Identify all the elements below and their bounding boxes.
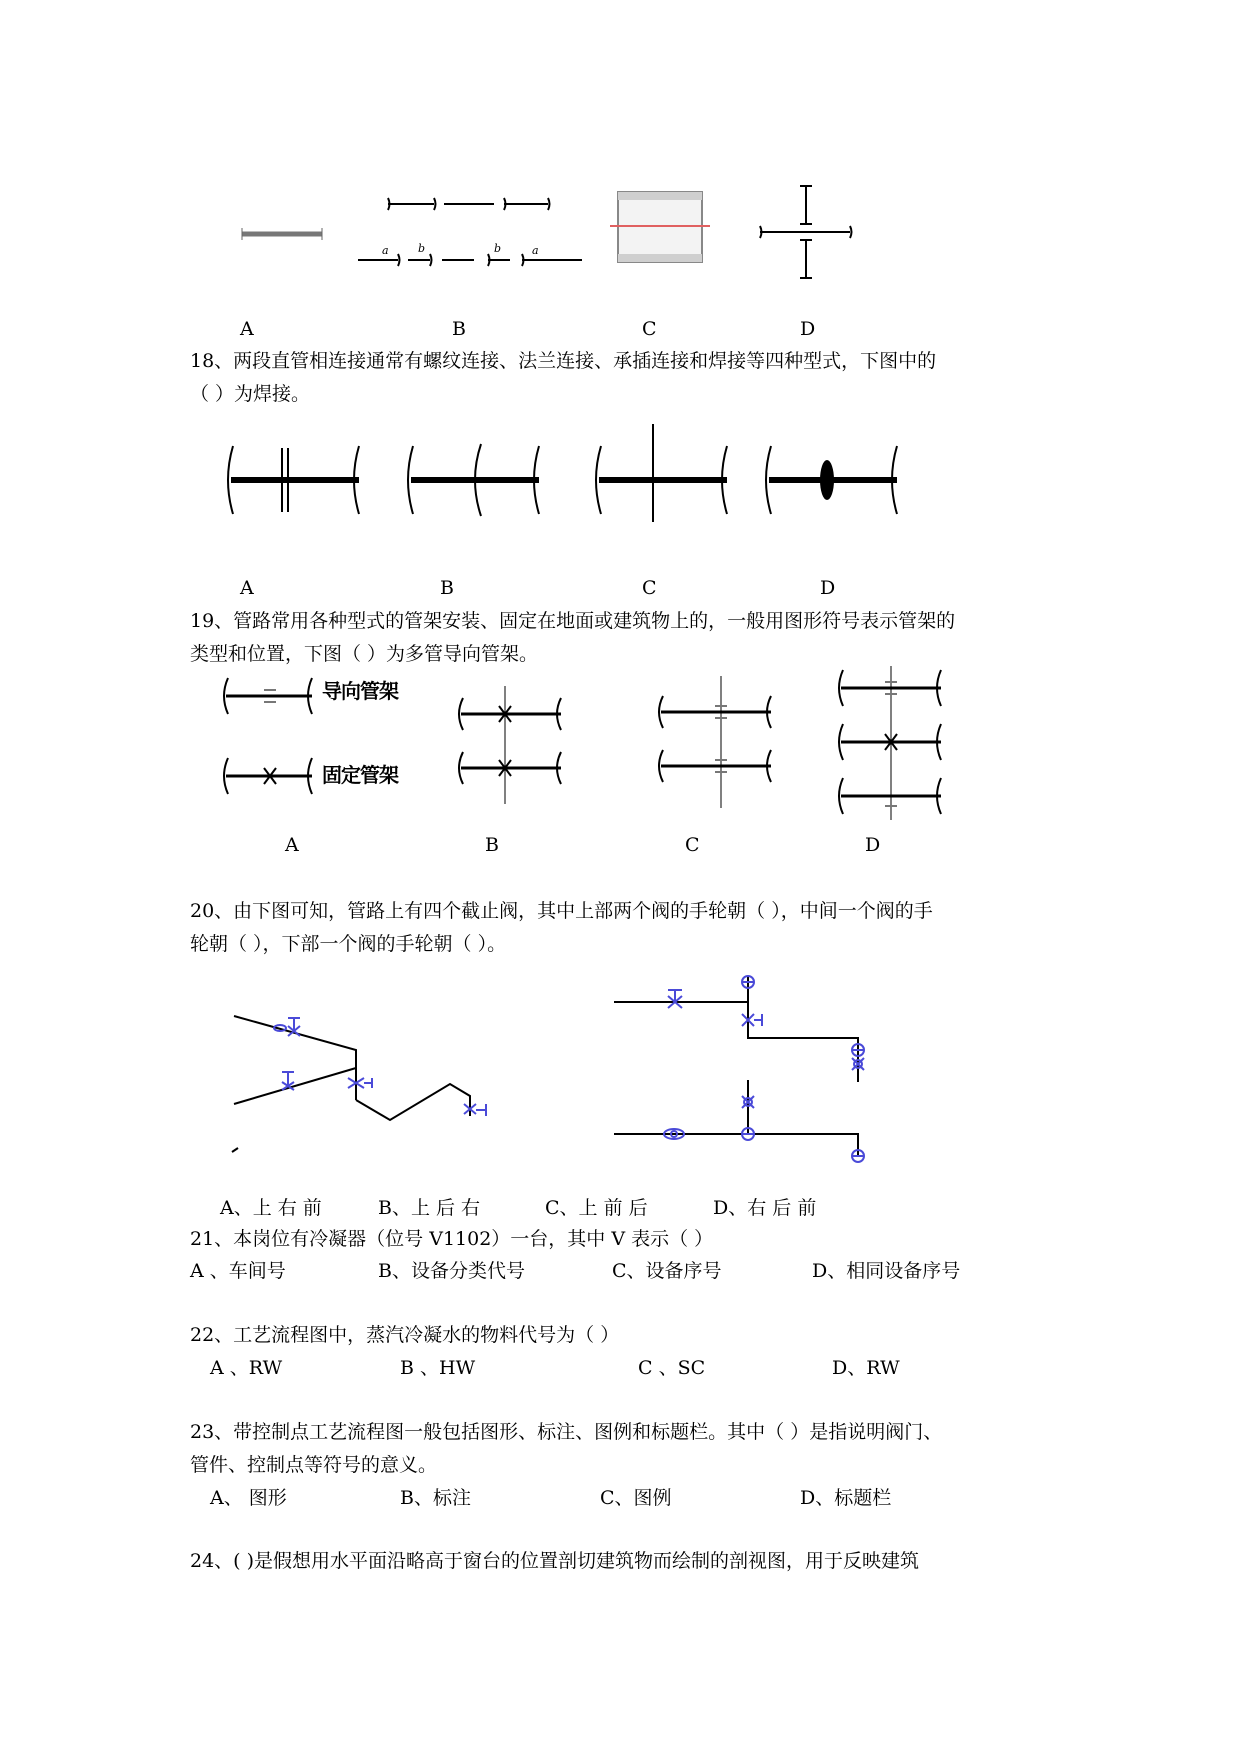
q18-figure-d [763,440,903,520]
q17-label-d: D [800,318,816,340]
q18-figure-c [593,424,733,524]
q23-option-a: A、 图形 [210,1487,287,1509]
q19-label-d: D [865,834,881,856]
q23-option-b: B、标注 [400,1487,471,1509]
q22-option-b: B 、HW [400,1357,476,1379]
q18-label-d: D [820,577,836,599]
q19-figure-d [835,664,955,824]
q21-option-a: A 、车间号 [190,1260,286,1282]
q18-question-line1: 18、两段直管相连接通常有螺纹连接、法兰连接、承插连接和焊接等四种型式，下图中的 [190,350,937,372]
q23-question-line1: 23、带控制点工艺流程图一般包括图形、标注、图例和标题栏。其中（ ）是指说明阀门、 [190,1421,943,1443]
q18-figure-a [225,440,365,520]
q22-option-a: A 、RW [210,1357,283,1379]
q19-label-c: C [685,834,700,856]
q17-label-c: C [642,318,657,340]
q23-option-d: D、标题栏 [800,1487,892,1509]
q20-question-line1: 20、由下图可知，管路上有四个截止阀，其中上部两个阀的手轮朝（ ），中间一个阀的手 [190,900,933,922]
q21-question-line1: 21、本岗位有冷凝器（位号 V1102）一台，其中 V 表示（ ） [190,1228,714,1250]
q20-option-d: D、右 后 前 [713,1197,817,1219]
svg-text:b: b [418,242,426,255]
q19-question-line1: 19、管路常用各种型式的管架安装、固定在地面或建筑物上的，一般用图形符号表示管架的 [190,610,956,632]
q19-figure-a [220,672,320,812]
q18-figure-b [405,440,545,520]
q21-option-b: B、设备分类代号 [378,1260,525,1282]
q19-question-line2: 类型和位置，下图（ ）为多管导向管架。 [190,643,539,665]
svg-text:a: a [532,244,539,257]
q20-orthographic-diagram [608,970,878,1170]
q20-option-b: B、上 后 右 [378,1197,481,1219]
q17-label-a: A [240,318,254,340]
q22-question-line1: 22、工艺流程图中，蒸汽冷凝水的物料代号为（ ） [190,1324,620,1346]
q19-figure-b [455,680,575,810]
q18-label-c: C [642,577,657,599]
q21-option-c: C、设备序号 [612,1260,722,1282]
q20-question-line2: 轮朝（ ），下部一个阀的手轮朝（ ）。 [190,933,507,955]
q19-label-a: A [285,834,299,856]
q17-figure-d [750,182,860,282]
q23-option-c: C、图例 [600,1487,672,1509]
q19-label-b: B [485,834,499,856]
q17-figure-b [350,190,590,270]
q20-isometric-diagram [230,1000,500,1160]
q18-label-b: B [440,577,454,599]
q17-label-b: B [452,318,466,340]
q19-legend-guide: 导向管架 [322,679,398,703]
q17-figure-a [238,220,328,250]
q24-question-line1: 24、( )是假想用水平面沿略高于窗台的位置剖切建筑物而绘制的剖视图，用于反映建筑 [190,1550,920,1572]
q20-option-c: C、上 前 后 [545,1197,648,1219]
q20-option-a: A、上 右 前 [220,1197,322,1219]
q19-legend-fixed: 固定管架 [322,763,398,787]
q18-label-a: A [240,577,254,599]
q22-option-d: D、RW [832,1357,900,1379]
q19-figure-c [655,672,785,812]
q22-option-c: C 、SC [638,1357,706,1379]
q17-figure-c [610,188,710,268]
svg-text:b: b [494,242,502,255]
q18-question-line2: （ ）为焊接。 [190,383,311,405]
q23-question-line2: 管件、控制点等符号的意义。 [190,1454,438,1476]
q21-option-d: D、相同设备序号 [812,1260,961,1282]
svg-text:a: a [382,244,389,257]
